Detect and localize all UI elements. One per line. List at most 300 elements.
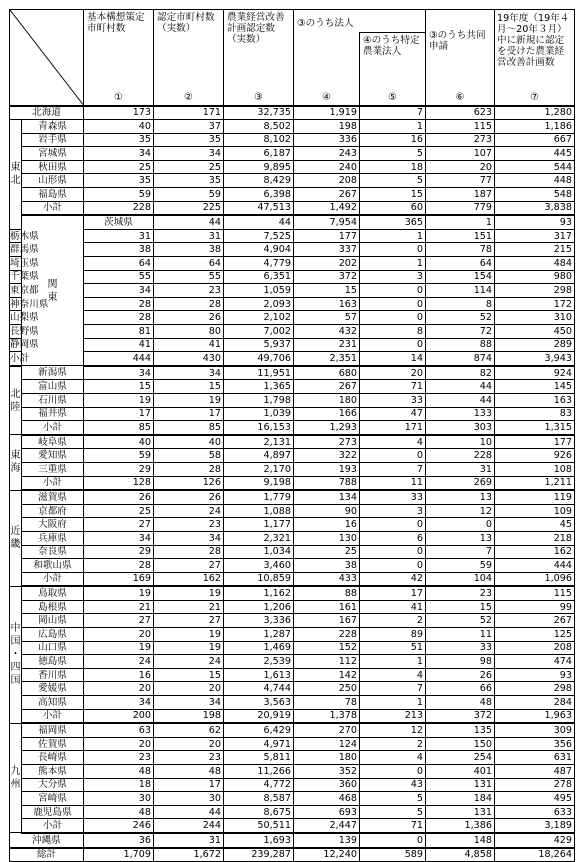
- value-cell-col5: 12: [360, 723, 426, 737]
- value-cell-col5: 7: [360, 106, 426, 120]
- value-cell-col5: 5: [360, 174, 426, 188]
- table-row: [10, 352, 575, 366]
- value-cell-col2: 17: [154, 778, 224, 792]
- value-cell-col4: 142: [294, 668, 360, 682]
- region-char: 四: [10, 662, 21, 674]
- value-cell-col1: 20: [84, 628, 154, 642]
- prefecture-name: 小計: [22, 709, 84, 723]
- value-cell-col6: 20: [426, 160, 495, 174]
- value-cell-col7: 162: [495, 545, 575, 559]
- region-label-kyushu: [10, 723, 22, 833]
- prefecture-name: 広島県: [22, 628, 84, 642]
- value-cell-col1: 35: [84, 174, 154, 188]
- value-cell-col6: 77: [426, 174, 495, 188]
- prefecture-name: 鹿児島県: [22, 805, 84, 819]
- table-row: [10, 297, 575, 311]
- value-cell-col5: 0: [360, 518, 426, 532]
- value-cell-col4: 267: [294, 380, 360, 394]
- value-cell-col2: 23: [154, 284, 224, 298]
- value-cell-col1: 34: [84, 696, 154, 710]
- value-cell-col4: 1,293: [294, 421, 360, 435]
- value-cell-col2: 126: [154, 476, 224, 490]
- value-cell-col5: 0: [360, 545, 426, 559]
- table-row: [10, 380, 575, 394]
- value-cell-col7: 448: [495, 174, 575, 188]
- value-cell-col2: 62: [154, 723, 224, 737]
- value-cell-col3: 1,287: [224, 628, 294, 642]
- value-cell-col7: 631: [495, 751, 575, 765]
- value-cell-col3: 2,102: [224, 311, 294, 325]
- value-cell-col7: 119: [495, 490, 575, 504]
- value-cell-col5: 1: [360, 655, 426, 669]
- prefecture-name: 高知県: [22, 696, 84, 710]
- prefecture-name: 京都府: [22, 504, 84, 518]
- prefecture-name: 福井県: [22, 407, 84, 421]
- prefecture-name: 埼玉県: [10, 257, 39, 269]
- prefecture-name: 大分県: [22, 778, 84, 792]
- value-cell-col5: 0: [360, 559, 426, 573]
- value-cell-col4: 163: [294, 297, 360, 311]
- value-cell-col2: 44: [224, 215, 294, 229]
- table-row: [10, 723, 575, 737]
- value-cell-col1: 44: [154, 215, 224, 229]
- value-cell-col3: 11,951: [224, 366, 294, 380]
- value-cell-col4: 433: [294, 572, 360, 586]
- value-cell-col7: 444: [495, 559, 575, 573]
- value-cell-col4: 38: [294, 559, 360, 573]
- table-row: [10, 215, 575, 229]
- prefecture-name: 長野県: [10, 325, 39, 337]
- value-cell-col1: 27: [84, 614, 154, 628]
- prefecture-name: 小計: [10, 352, 30, 364]
- prefecture-name: 沖縄県: [10, 833, 84, 848]
- value-cell-col3: 7,954: [294, 215, 360, 229]
- value-cell-col3: 4,904: [224, 243, 294, 257]
- value-cell-col4: 250: [294, 682, 360, 696]
- value-cell-col4: 267: [294, 188, 360, 202]
- prefecture-name: 秋田県: [22, 160, 84, 174]
- value-cell-col5: 0: [360, 449, 426, 463]
- value-cell-col1: 29: [84, 545, 154, 559]
- value-cell-col5: 1: [360, 229, 426, 243]
- table-row: [10, 819, 575, 833]
- value-cell-col7: 267: [495, 614, 575, 628]
- value-cell-col2: 244: [154, 819, 224, 833]
- value-cell-col7: 309: [495, 723, 575, 737]
- value-cell-col1: 35: [84, 133, 154, 147]
- table-row: [10, 792, 575, 806]
- value-cell-col3: 5,937: [224, 338, 294, 352]
- prefecture-name: 鳥取県: [22, 586, 84, 600]
- region-label-tokai: [10, 435, 22, 490]
- value-cell-col5: 589: [360, 848, 426, 862]
- value-cell-col2: 31: [154, 833, 224, 848]
- value-cell-col5: 0: [360, 297, 426, 311]
- value-cell-col6: 33: [426, 641, 495, 655]
- value-cell-col1: 20: [84, 682, 154, 696]
- value-cell-col2: 37: [154, 120, 224, 134]
- value-cell-col2: 34: [154, 147, 224, 161]
- table-row: [10, 120, 575, 134]
- table-row: [10, 174, 575, 188]
- value-cell-col4: 15: [294, 284, 360, 298]
- region-char: 東: [47, 291, 58, 303]
- value-cell-col3: 4,897: [224, 449, 294, 463]
- value-cell-col2: 31: [154, 229, 224, 243]
- value-cell-col1: 28: [84, 559, 154, 573]
- value-cell-col1: 169: [84, 572, 154, 586]
- value-cell-col5: 0: [360, 833, 426, 848]
- value-cell-col6: 52: [426, 311, 495, 325]
- value-cell-col2: 19: [154, 393, 224, 407]
- value-cell-col5: 1: [360, 696, 426, 710]
- value-cell-col4: 112: [294, 655, 360, 669]
- prefecture-name: 愛知県: [22, 449, 84, 463]
- value-cell-col3: 1,613: [224, 668, 294, 682]
- prefecture-name: 静岡県: [10, 339, 39, 351]
- value-cell-col6: 98: [426, 655, 495, 669]
- value-cell-col7: 284: [495, 696, 575, 710]
- value-cell-col5: 5: [360, 792, 426, 806]
- value-cell-col4: 134: [294, 490, 360, 504]
- table-row: [10, 462, 575, 476]
- table-row: [10, 709, 575, 723]
- region-char: ・: [10, 649, 21, 661]
- value-cell-col2: 198: [154, 709, 224, 723]
- value-cell-col7: 474: [495, 655, 575, 669]
- prefecture-name: 北海道: [10, 106, 84, 120]
- table-row: [10, 366, 575, 380]
- value-cell-col4: 180: [294, 751, 360, 765]
- prefecture-name: 兵庫県: [22, 531, 84, 545]
- value-cell-col6: 1,386: [426, 819, 495, 833]
- value-cell-col6: 273: [426, 133, 495, 147]
- value-cell-col3: 8,102: [224, 133, 294, 147]
- value-cell-col6: 64: [426, 257, 495, 271]
- header-joint-applications-text: ③のうち共同申請: [429, 30, 486, 52]
- value-cell-col1: 23: [84, 751, 154, 765]
- prefecture-name: 群馬県: [10, 244, 39, 256]
- header-joint-applications: [426, 10, 495, 87]
- value-cell-col7: 633: [495, 805, 575, 819]
- prefecture-name: 長崎県: [22, 751, 84, 765]
- header-improvement-plans: 農業経営改善計画認定数（実数）: [224, 10, 294, 87]
- table-row: [10, 449, 575, 463]
- value-cell-col7: 218: [495, 531, 575, 545]
- value-cell-col5: 60: [360, 201, 426, 215]
- value-cell-col7: 487: [495, 765, 575, 779]
- prefecture-name: 岡山県: [22, 614, 84, 628]
- value-cell-col1: 34: [84, 531, 154, 545]
- value-cell-col2: 41: [154, 338, 224, 352]
- value-cell-col1: 48: [84, 765, 154, 779]
- value-cell-col4: 1,378: [294, 709, 360, 723]
- value-cell-col5: 47: [360, 407, 426, 421]
- value-cell-col2: 171: [154, 106, 224, 120]
- value-cell-col2: 85: [154, 421, 224, 435]
- value-cell-col7: 18,264: [495, 848, 575, 862]
- value-cell-col2: 58: [154, 449, 224, 463]
- col-num-6: ⑥: [426, 87, 495, 106]
- prefecture-name: 香川県: [22, 668, 84, 682]
- value-cell-col6: 303: [426, 421, 495, 435]
- value-cell-col6: 66: [426, 682, 495, 696]
- value-cell-col3: 10,859: [224, 572, 294, 586]
- value-cell-col6: 228: [426, 449, 495, 463]
- value-cell-col1: 41: [84, 338, 154, 352]
- value-cell-col7: 125: [495, 628, 575, 642]
- value-cell-col1: 27: [84, 518, 154, 532]
- value-cell-col3: 8,429: [224, 174, 294, 188]
- table-row: [10, 614, 575, 628]
- value-cell-col1: 26: [84, 490, 154, 504]
- farm-management-table: [9, 9, 575, 862]
- value-cell-col4: 365: [360, 215, 426, 229]
- value-cell-col4: 1,919: [294, 106, 360, 120]
- table-row: [10, 325, 575, 339]
- value-cell-col1: 228: [84, 201, 154, 215]
- value-cell-col4: 680: [294, 366, 360, 380]
- diagonal-line: [10, 10, 83, 105]
- value-cell-col7: 445: [495, 147, 575, 161]
- table-row: [10, 201, 575, 215]
- value-cell-col7: 429: [495, 833, 575, 848]
- table-row: [10, 696, 575, 710]
- value-cell-col3: 4,772: [224, 778, 294, 792]
- table-row: [10, 848, 575, 862]
- value-cell-col5: 5: [360, 805, 426, 819]
- value-cell-col7: 310: [495, 311, 575, 325]
- value-cell-col1: 48: [84, 805, 154, 819]
- value-cell-col1: 28: [84, 311, 154, 325]
- value-cell-col2: 20: [154, 737, 224, 751]
- table-row: [10, 435, 575, 449]
- region-label-hokuriku: [10, 366, 22, 435]
- value-cell-col1: 34: [84, 147, 154, 161]
- prefecture-name: 岩手県: [22, 133, 84, 147]
- prefecture-name: 宮崎県: [22, 792, 84, 806]
- value-cell-col6: 12: [426, 504, 495, 518]
- value-cell-col4: 202: [294, 257, 360, 271]
- table-row: [10, 518, 575, 532]
- value-cell-col7: 484: [495, 257, 575, 271]
- value-cell-col1: 63: [84, 723, 154, 737]
- value-cell-col7: 1,963: [495, 709, 575, 723]
- value-cell-col2: 34: [154, 696, 224, 710]
- value-cell-col6: 115: [426, 120, 495, 134]
- col-num-4: ④: [294, 87, 360, 106]
- value-cell-col5: 14: [360, 352, 426, 366]
- value-cell-col5: 4: [360, 668, 426, 682]
- prefecture-name: 富山県: [22, 380, 84, 394]
- prefecture-name: 佐賀県: [22, 737, 84, 751]
- table-row: [10, 504, 575, 518]
- value-cell-col5: 0: [360, 243, 426, 257]
- value-cell-col7: 1,096: [495, 572, 575, 586]
- value-cell-col4: 166: [294, 407, 360, 421]
- value-cell-col6: 8: [426, 297, 495, 311]
- value-cell-col5: 33: [360, 393, 426, 407]
- value-cell-col1: 246: [84, 819, 154, 833]
- value-cell-col1: 34: [84, 366, 154, 380]
- value-cell-col2: 30: [154, 792, 224, 806]
- value-cell-col3: 1,059: [224, 284, 294, 298]
- value-cell-col7: 298: [495, 682, 575, 696]
- value-cell-col4: 336: [294, 133, 360, 147]
- value-cell-col2: 20: [154, 682, 224, 696]
- table-row: [10, 147, 575, 161]
- value-cell-col5: 17: [360, 586, 426, 600]
- value-cell-col3: 8,675: [224, 805, 294, 819]
- value-cell-col4: 167: [294, 614, 360, 628]
- value-cell-col4: 432: [294, 325, 360, 339]
- value-cell-col5: 41: [360, 600, 426, 614]
- header-specified-agri-corp: ④のうち特定農業法人: [360, 33, 426, 87]
- value-cell-col3: 2,539: [224, 655, 294, 669]
- value-cell-col2: 28: [154, 545, 224, 559]
- value-cell-col6: 779: [426, 201, 495, 215]
- value-cell-col3: 4,971: [224, 737, 294, 751]
- value-cell-col3: 8,502: [224, 120, 294, 134]
- value-cell-col1: 38: [84, 243, 154, 257]
- value-cell-col4: 25: [294, 545, 360, 559]
- value-cell-col2: 80: [154, 325, 224, 339]
- value-cell-col6: 44: [426, 393, 495, 407]
- value-cell-col1: 28: [84, 297, 154, 311]
- value-cell-col6: 44: [426, 380, 495, 394]
- value-cell-col2: 1,672: [154, 848, 224, 862]
- value-cell-col2: 40: [154, 435, 224, 449]
- value-cell-col6: 133: [426, 407, 495, 421]
- value-cell-col7: 177: [495, 435, 575, 449]
- value-cell-col1: 40: [84, 120, 154, 134]
- value-cell-col2: 25: [154, 160, 224, 174]
- prefecture-name: 小計: [22, 476, 84, 490]
- value-cell-col3: 1,088: [224, 504, 294, 518]
- value-cell-col2: 225: [154, 201, 224, 215]
- value-cell-col7: 317: [495, 229, 575, 243]
- table-row: [10, 393, 575, 407]
- value-cell-col4: 152: [294, 641, 360, 655]
- value-cell-col3: 7,525: [224, 229, 294, 243]
- value-cell-col5: 0: [360, 338, 426, 352]
- table-body: [10, 106, 575, 862]
- value-cell-col6: 48: [426, 696, 495, 710]
- table-row: [10, 545, 575, 559]
- value-cell-col6: 184: [426, 792, 495, 806]
- value-cell-col7: 544: [495, 160, 575, 174]
- table-row: [10, 531, 575, 545]
- header-basic-plan-municipalities: 基本構想策定市町村数: [84, 10, 154, 87]
- value-cell-col5: 7: [360, 682, 426, 696]
- value-cell-col6: 107: [426, 147, 495, 161]
- value-cell-col4: 788: [294, 476, 360, 490]
- region-label-kinki: [10, 490, 22, 586]
- value-cell-col2: 26: [154, 311, 224, 325]
- value-cell-col4: 198: [294, 120, 360, 134]
- region-char: 北: [10, 388, 21, 400]
- value-cell-col1: 85: [84, 421, 154, 435]
- value-cell-col6: 151: [426, 229, 495, 243]
- table-row: [10, 133, 575, 147]
- value-cell-col2: 24: [154, 504, 224, 518]
- value-cell-col7: 278: [495, 778, 575, 792]
- value-cell-col5: 171: [360, 421, 426, 435]
- value-cell-col3: 3,336: [224, 614, 294, 628]
- value-cell-col6: 23: [426, 586, 495, 600]
- value-cell-col1: 64: [84, 257, 154, 271]
- value-cell-col5: 213: [360, 709, 426, 723]
- value-cell-col7: 289: [495, 338, 575, 352]
- prefecture-name: 熊本県: [22, 765, 84, 779]
- value-cell-col5: 15: [360, 188, 426, 202]
- value-cell-col4: 231: [294, 338, 360, 352]
- value-cell-col7: 172: [495, 297, 575, 311]
- table-row: [10, 257, 575, 271]
- value-cell-col7: 548: [495, 188, 575, 202]
- value-cell-col1: 16: [84, 668, 154, 682]
- value-cell-col7: 108: [495, 462, 575, 476]
- value-cell-col6: 78: [426, 243, 495, 257]
- value-cell-col3: 4,779: [224, 257, 294, 271]
- value-cell-col4: 12,240: [294, 848, 360, 862]
- value-cell-col2: 19: [154, 641, 224, 655]
- value-cell-col4: 273: [294, 435, 360, 449]
- table-row: [10, 243, 575, 257]
- header-of-which-corporations: [294, 17, 360, 87]
- prefecture-name: 大阪府: [22, 518, 84, 532]
- value-cell-col1: 128: [84, 476, 154, 490]
- value-cell-col1: 200: [84, 709, 154, 723]
- table-row: [10, 628, 575, 642]
- prefecture-name: 東京都: [10, 285, 39, 297]
- prefecture-name: 和歌山県: [22, 559, 84, 573]
- value-cell-col4: 78: [294, 696, 360, 710]
- value-cell-col5: 16: [360, 133, 426, 147]
- value-cell-col3: 4,744: [224, 682, 294, 696]
- region-char: 東: [10, 162, 21, 174]
- value-cell-col2: 15: [154, 380, 224, 394]
- value-cell-col3: 9,198: [224, 476, 294, 490]
- value-cell-col4: 360: [294, 778, 360, 792]
- value-cell-col3: 2,321: [224, 531, 294, 545]
- table-row: [10, 765, 575, 779]
- diagonal-corner-cell: [10, 10, 84, 106]
- value-cell-col7: 1,280: [495, 106, 575, 120]
- value-cell-col6: 135: [426, 723, 495, 737]
- value-cell-col3: 32,735: [224, 106, 294, 120]
- value-cell-col1: 1,709: [84, 848, 154, 862]
- value-cell-col4: 352: [294, 765, 360, 779]
- value-cell-col7: 145: [495, 380, 575, 394]
- value-cell-col6: 72: [426, 325, 495, 339]
- table-row: [10, 641, 575, 655]
- value-cell-col3: 5,811: [224, 751, 294, 765]
- col-num-1: ①: [84, 87, 154, 106]
- value-cell-col7: 45: [495, 518, 575, 532]
- prefecture-name: 岐阜県: [22, 435, 84, 449]
- table-row: [10, 600, 575, 614]
- value-cell-col3: 8,587: [224, 792, 294, 806]
- value-cell-col4: 88: [294, 586, 360, 600]
- value-cell-col6: 154: [426, 270, 495, 284]
- value-cell-col2: 19: [154, 628, 224, 642]
- value-cell-col1: 444: [84, 352, 154, 366]
- value-cell-col3: 50,511: [224, 819, 294, 833]
- table-row: [10, 188, 575, 202]
- value-cell-col5: 2: [360, 737, 426, 751]
- prefecture-name: 奈良県: [22, 545, 84, 559]
